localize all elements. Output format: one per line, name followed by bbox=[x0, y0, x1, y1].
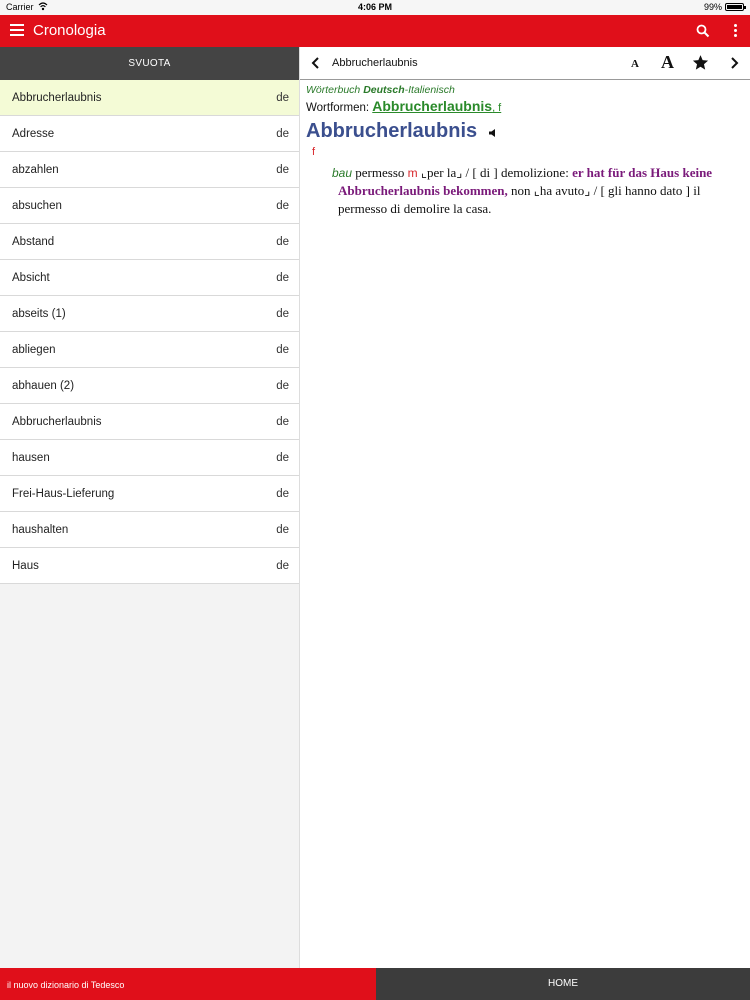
history-item[interactable] bbox=[0, 188, 299, 224]
history-word: haushalten bbox=[12, 524, 69, 536]
history-word: hausen bbox=[12, 452, 50, 464]
clear-history-button[interactable]: SVUOTA bbox=[0, 47, 299, 80]
history-item[interactable] bbox=[0, 332, 299, 368]
history-item[interactable] bbox=[0, 548, 299, 584]
hamburger-menu-icon[interactable] bbox=[10, 24, 24, 38]
speaker-icon[interactable] bbox=[488, 128, 498, 138]
history-lang: de bbox=[276, 560, 289, 572]
more-vert-icon[interactable] bbox=[732, 24, 738, 38]
history-lang: de bbox=[276, 236, 289, 248]
battery-icon bbox=[725, 3, 744, 11]
history-lang: de bbox=[276, 380, 289, 392]
history-word: Abbrucherlaubnis bbox=[12, 92, 102, 104]
history-word: abliegen bbox=[12, 344, 56, 356]
headword: Abbrucherlaubnis bbox=[306, 120, 478, 142]
history-lang: de bbox=[276, 524, 289, 536]
star-icon[interactable] bbox=[692, 54, 709, 71]
history-lang: de bbox=[276, 308, 289, 320]
history-item[interactable] bbox=[0, 512, 299, 548]
history-list bbox=[0, 80, 299, 584]
entry-toolbar-title: Abbrucherlaubnis bbox=[332, 57, 418, 69]
history-panel bbox=[0, 47, 300, 968]
history-lang: de bbox=[276, 164, 289, 176]
app-header bbox=[0, 15, 750, 47]
increase-font-button[interactable]: A bbox=[661, 52, 674, 72]
entry-panel bbox=[300, 47, 750, 968]
dictionary-prefix: Wörterbuch bbox=[306, 84, 361, 96]
dictionary-name bbox=[306, 84, 744, 96]
history-item[interactable] bbox=[0, 116, 299, 152]
history-lang: de bbox=[276, 92, 289, 104]
status-bar bbox=[0, 0, 750, 15]
history-item[interactable] bbox=[0, 296, 299, 332]
history-item[interactable] bbox=[0, 404, 299, 440]
history-item[interactable] bbox=[0, 368, 299, 404]
sense-domain: bau bbox=[332, 166, 353, 180]
history-item[interactable] bbox=[0, 80, 299, 116]
entry-content bbox=[300, 80, 750, 218]
sense-translation: permesso bbox=[355, 165, 405, 180]
app-name-footer: il nuovo dizionario di Tedesco bbox=[0, 968, 376, 1000]
decrease-font-button[interactable]: A bbox=[631, 58, 639, 70]
wordform-gender: , f bbox=[492, 102, 502, 114]
history-lang: de bbox=[276, 452, 289, 464]
history-item[interactable] bbox=[0, 224, 299, 260]
chevron-left-icon[interactable] bbox=[310, 56, 322, 70]
carrier-label: Carrier bbox=[6, 2, 34, 12]
history-word: Absicht bbox=[12, 272, 50, 284]
dictionary-target-lang: -Italienisch bbox=[404, 84, 455, 96]
wordforms-colon: : bbox=[365, 102, 370, 114]
wordform-link[interactable]: Abbrucherlaubnis bbox=[372, 98, 493, 114]
headword-gender: f bbox=[312, 146, 316, 158]
history-word: abseits (1) bbox=[12, 308, 66, 320]
home-button[interactable]: HOME bbox=[376, 968, 750, 1000]
history-lang: de bbox=[276, 128, 289, 140]
history-lang: de bbox=[276, 344, 289, 356]
page-title: Cronologia bbox=[33, 22, 106, 39]
history-lang: de bbox=[276, 416, 289, 428]
entry-toolbar bbox=[300, 47, 750, 80]
search-icon[interactable] bbox=[696, 24, 710, 38]
wordforms-label: Wortformen bbox=[306, 102, 366, 114]
history-word: Frei-Haus-Lieferung bbox=[12, 488, 115, 500]
dictionary-source-lang: Deutsch bbox=[363, 84, 405, 96]
sense-example: er hat für das Haus keine Abbrucherlaubnis bekommen, bbox=[338, 165, 713, 198]
clock: 4:06 PM bbox=[357, 2, 392, 12]
history-word: Haus bbox=[12, 560, 39, 572]
battery-percent: 99% bbox=[703, 2, 722, 12]
sense-text-1: ⌞per la⌟ / [ di ] demolizione: bbox=[420, 165, 569, 180]
headword-row bbox=[306, 120, 744, 146]
history-word: Abstand bbox=[12, 236, 55, 248]
history-lang: de bbox=[276, 272, 289, 284]
history-word: Abbrucherlaubnis bbox=[12, 416, 102, 428]
sense-definition bbox=[332, 164, 724, 218]
history-word: abzahlen bbox=[12, 164, 59, 176]
history-lang: de bbox=[276, 200, 289, 212]
sense-text-2: non ⌞ha avuto⌟ / [ gli hanno dato ] il permesso di demolire la casa. bbox=[338, 183, 701, 216]
history-word: Adresse bbox=[12, 128, 55, 140]
history-lang: de bbox=[276, 488, 289, 500]
chevron-right-icon[interactable] bbox=[728, 56, 740, 70]
history-word: absuchen bbox=[12, 200, 62, 212]
history-item[interactable] bbox=[0, 260, 299, 296]
history-item[interactable] bbox=[0, 440, 299, 476]
history-item[interactable] bbox=[0, 476, 299, 512]
wordforms-row bbox=[306, 98, 744, 114]
sense-gram: m bbox=[407, 166, 418, 180]
history-word: abhauen (2) bbox=[12, 380, 75, 392]
history-item[interactable] bbox=[0, 152, 299, 188]
